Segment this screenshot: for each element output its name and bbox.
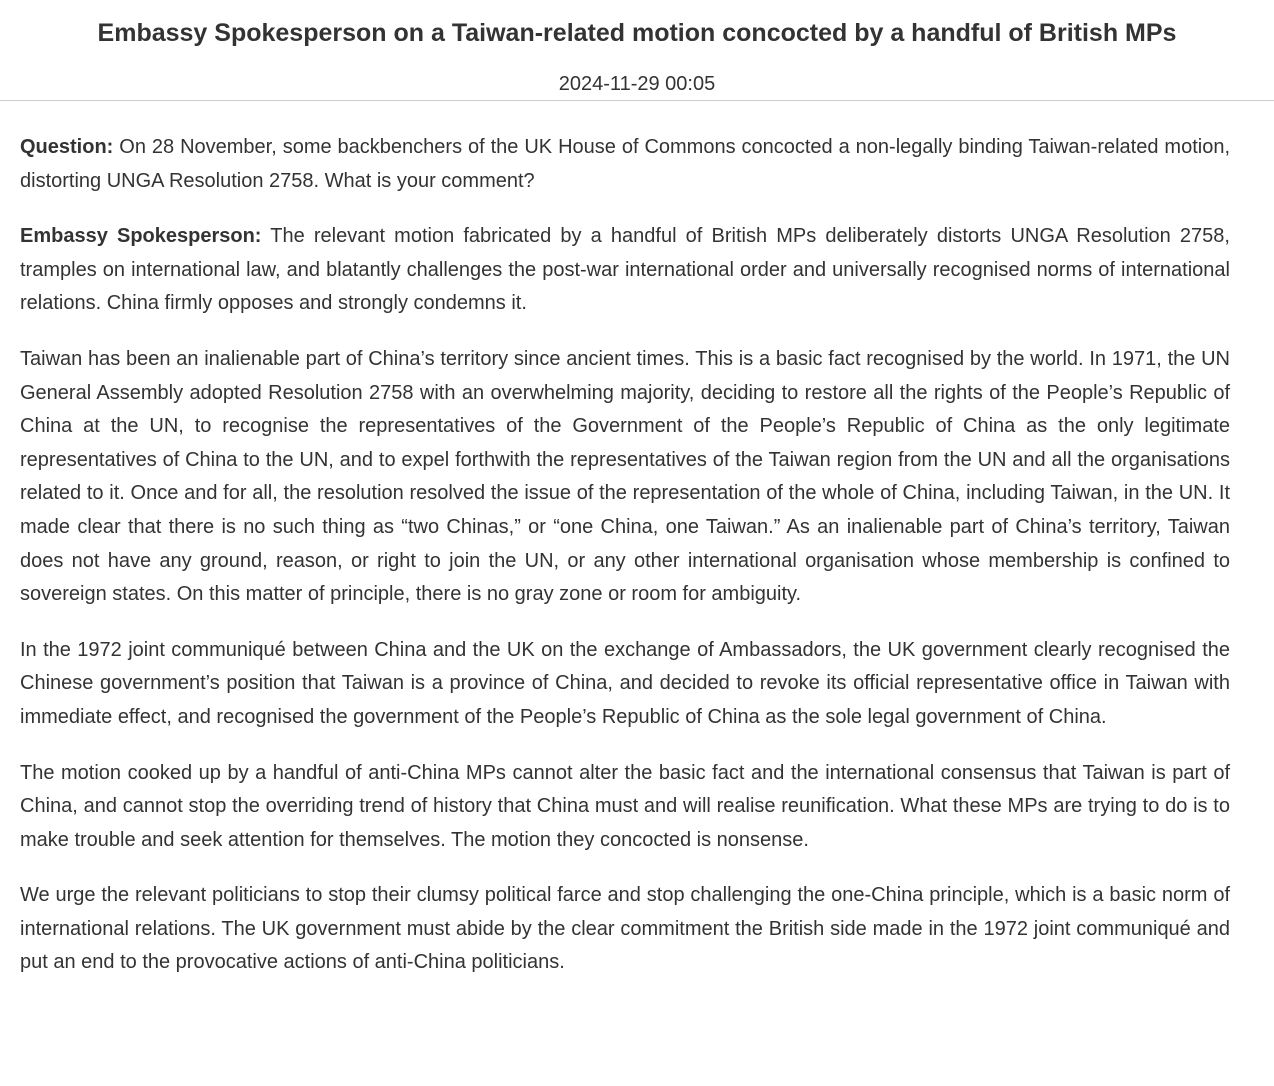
paragraph-text: The motion cooked up by a handful of anti-China MPs cannot alter the basic fact and the international consensus that Taiwan is part of China, and cannot stop the overriding trend of history that China must and will realise reunification. What these MPs are trying to do is to make trouble and seek attention for themselves. The motion they concocted is nonsense. [20,761,1230,851]
question-text: On 28 November, some backbenchers of the UK House of Commons concocted a non-legally binding Taiwan-related motion, distorting UNGA Resolution 2758. What is your comment? [20,136,1230,192]
article-paragraph [20,757,1230,858]
article-paragraph [20,879,1230,980]
paragraph-text: We urge the relevant politicians to stop their clumsy political farce and stop challenging the one-China principle, which is a basic norm of international relations. The UK government must abide by the clear commitment the British side made in the 1972 joint communiqué and put an end to the provocative actions of anti-China politicians. [20,884,1230,974]
paragraph-text: In the 1972 joint communiqué between China and the UK on the exchange of Ambassadors, the UK government clearly recognised the Chinese government’s position that Taiwan is a province of China, and decided to revoke its official representative office in Taiwan with immediate effect, and recognised the government of the People’s Republic of China as the sole legal government of China. [20,638,1230,728]
article-paragraph [20,634,1230,735]
article-date: 2024-11-29 00:05 [558,73,716,95]
article-header [0,0,1274,101]
paragraph-spokesperson [20,220,1230,321]
article-paragraph [20,343,1230,612]
article-body [0,101,1274,1022]
spokesperson-text: The relevant motion fabricated by a handful of British MPs deliberately distorts UNGA Resolution 2758, tramples on international law, and blatantly challenges the post-war international order and universally recognised norms of international relations. China firmly opposes and strongly condemns it. [20,225,1230,315]
question-label: Question: [20,136,114,158]
paragraph-question [20,131,1230,198]
paragraph-text: Taiwan has been an inalienable part of China’s territory since ancient times. This is a basic fact recognised by the world. In 1971, the UN General Assembly adopted Resolution 2758 with an overwhelming majority, deciding to restore all the rights of the People’s Republic of China at the UN, to recognise the representatives of the Government of the People’s Republic of China as the only legitimate representatives of China to the UN, and to expel forthwith the representatives of the Taiwan region from the UN and all the organisations related to it. Once and for all, the resolution resolved the issue of the representation of the whole of China, including Taiwan, in the UN. It made clear that there is no such thing as “two Chinas,” or “one China, one Taiwan.” As an inalienable part of China’s territory, Taiwan does not have any ground, reason, or right to join the UN, or any other international organisation whose membership is confined to sovereign states. On this matter of principle, there is no gray zone or room for ambiguity. [20,347,1230,606]
page-title: Embassy Spokesperson on a Taiwan-related motion concocted by a handful of British MPs [97,19,1177,47]
spokesperson-label: Embassy Spokesperson: [20,225,262,248]
